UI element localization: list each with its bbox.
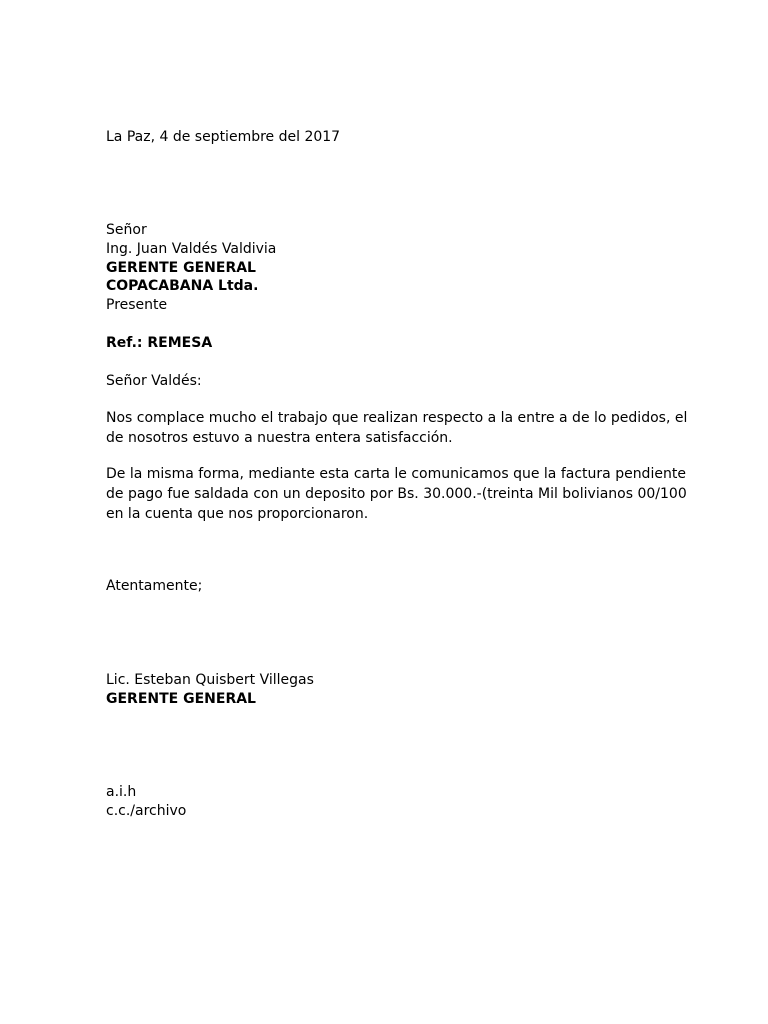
paragraph-1-line-2: de nosotros estuvo a nuestra entera satisfacción. <box>106 430 453 446</box>
paragraph-2-line-1: De la misma forma, mediante esta carta le comunicamos que la factura pendiente <box>106 466 686 482</box>
sender-name: Lic. Esteban Quisbert Villegas <box>106 672 314 688</box>
paragraph-2-line-3: en la cuenta que nos proporcionaron. <box>106 506 369 522</box>
reference-line: Ref.: REMESA <box>106 335 213 351</box>
place-date: La Paz, 4 de septiembre del 2017 <box>106 129 341 145</box>
sender-position: GERENTE GENERAL <box>106 691 256 707</box>
recipient-company: COPACABANA Ltda. <box>106 278 259 294</box>
initials: a.i.h <box>106 784 137 800</box>
carbon-copy: c.c./archivo <box>106 803 187 819</box>
body-paragraph-1 <box>106 408 686 448</box>
recipient-salutation-title: Señor <box>106 222 147 238</box>
paragraph-2-line-2: de pago fue saldada con un deposito por Bs. 30.000.-(treinta Mil bolivianos 00/100 <box>106 486 687 502</box>
paragraph-1-line-1: Nos complace mucho el trabajo que realizan respecto a la entre a de lo pedidos, el <box>106 410 688 426</box>
closing: Atentamente; <box>106 578 203 594</box>
recipient-presente: Presente <box>106 297 168 313</box>
recipient-name: Ing. Juan Valdés Valdivia <box>106 241 277 257</box>
recipient-position: GERENTE GENERAL <box>106 260 256 276</box>
greeting: Señor Valdés: <box>106 373 202 389</box>
body-paragraph-2 <box>106 464 686 524</box>
